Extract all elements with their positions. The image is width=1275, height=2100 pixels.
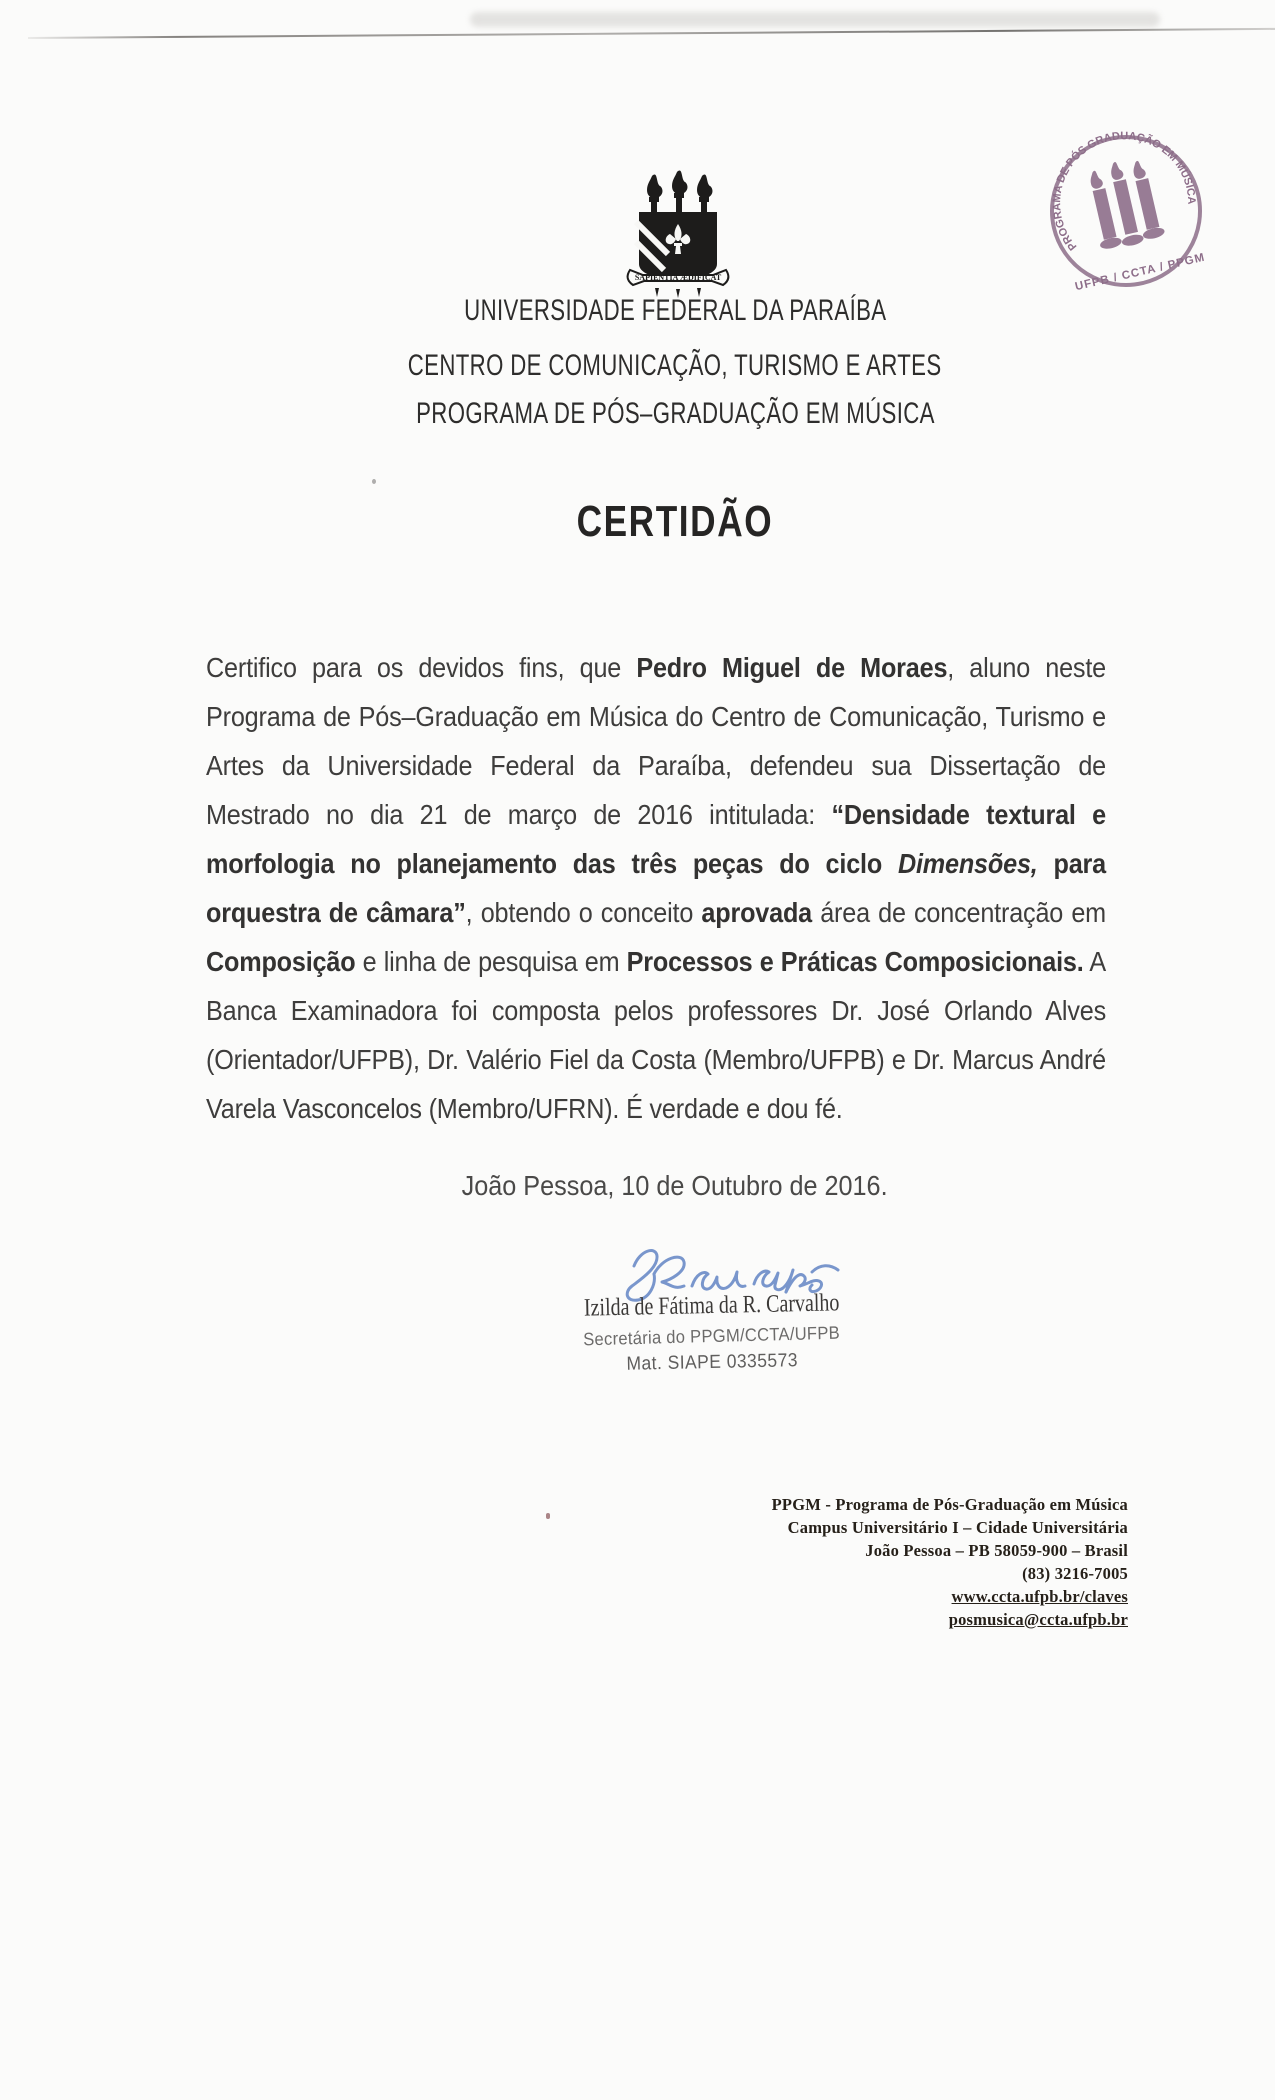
page-title: CERTIDÃO <box>576 497 774 546</box>
signer-registration: Mat. SIAPE 0335573 <box>626 1350 798 1375</box>
footer-address-line: João Pessoa – PB 58059-900 – Brasil <box>865 1541 1128 1560</box>
body-segment-student-name: Pedro Miguel de Moraes <box>636 652 948 683</box>
scan-smudge-artifact <box>470 12 1160 27</box>
program-round-stamp-icon <box>1020 103 1232 320</box>
body-segment: , obtendo o conceito <box>465 897 702 928</box>
scan-fold-line-artifact <box>28 28 1275 39</box>
body-segment: Certifico para os devidos fins, que <box>206 652 637 683</box>
certificate-body-paragraph <box>206 643 1106 1133</box>
body-segment-cycle-name: Dimensões, <box>897 848 1038 879</box>
body-segment: área de concentração em <box>812 897 1106 928</box>
header-center-line: CENTRO DE COMUNICAÇÃO, TURISMO E ARTES <box>408 349 942 382</box>
body-segment-thesis-title: “Densidade textural e morfologia no planejamento das três peças do ciclo <box>206 799 1106 879</box>
place-and-date-line: João Pessoa, 10 de Outubro de 2016. <box>462 1170 888 1201</box>
footer-email: posmusica@ccta.ufpb.br <box>948 1610 1128 1629</box>
crest-motto: SAPIENTIA ÆDIFICAT <box>634 273 722 282</box>
footer-campus-line: Campus Universitário I – Cidade Universitária <box>787 1518 1128 1537</box>
footer-phone: (83) 3216-7005 <box>1022 1564 1128 1583</box>
stamp-bottom-text: UFPB / CCTA / PPGM <box>1074 251 1207 294</box>
scan-speck-artifact <box>372 479 376 484</box>
university-crest-icon <box>622 166 734 304</box>
footer-website: www.ccta.ufpb.br/claves <box>951 1587 1128 1606</box>
footer-contact-block <box>600 1493 1128 1631</box>
body-segment-grade: aprovada <box>701 897 813 928</box>
body-segment: A Banca Examinadora foi composta pelos professores Dr. José Orlando Alves (Orientador/UFPB), Dr. Valério Fiel da Costa (Membro/UFPB) e Dr. Marcus André Varela Vasconcelos (Membro/UFRN). É verdade e dou fé. <box>206 946 1107 1124</box>
signer-name: Izilda de Fátima da R. Carvalho <box>583 1289 840 1322</box>
stamp-ring-text: PROGRAMA DE PÓS GRADUAÇÃO EM MÚSICA <box>1051 130 1198 253</box>
signer-role: Secretária do PPGM/CCTA/UFPB <box>583 1322 841 1350</box>
footer-program-line: PPGM - Programa de Pós-Graduação em Música <box>771 1495 1128 1514</box>
body-segment-thesis-title: para orquestra de câmara” <box>206 848 1106 928</box>
body-segment: e linha de pesquisa em <box>355 946 627 977</box>
body-segment-research-line: Processos e Práticas Composicionais. <box>626 946 1084 977</box>
header-university-line: UNIVERSIDADE FEDERAL DA PARAÍBA <box>463 294 887 327</box>
body-segment-concentration-area: Composição <box>206 946 356 977</box>
body-segment: , aluno neste Programa de Pós–Graduação em Música do Centro de Comunicação, Turismo e Artes da Universidade Federal da Paraíba, defendeu sua Dissertação de Mestrado no dia 21 de março de 2016 intitulada: <box>206 652 1107 830</box>
scan-speck-artifact <box>546 1513 550 1519</box>
header-program-line: PROGRAMA DE PÓS–GRADUAÇÃO EM MÚSICA <box>415 397 935 430</box>
